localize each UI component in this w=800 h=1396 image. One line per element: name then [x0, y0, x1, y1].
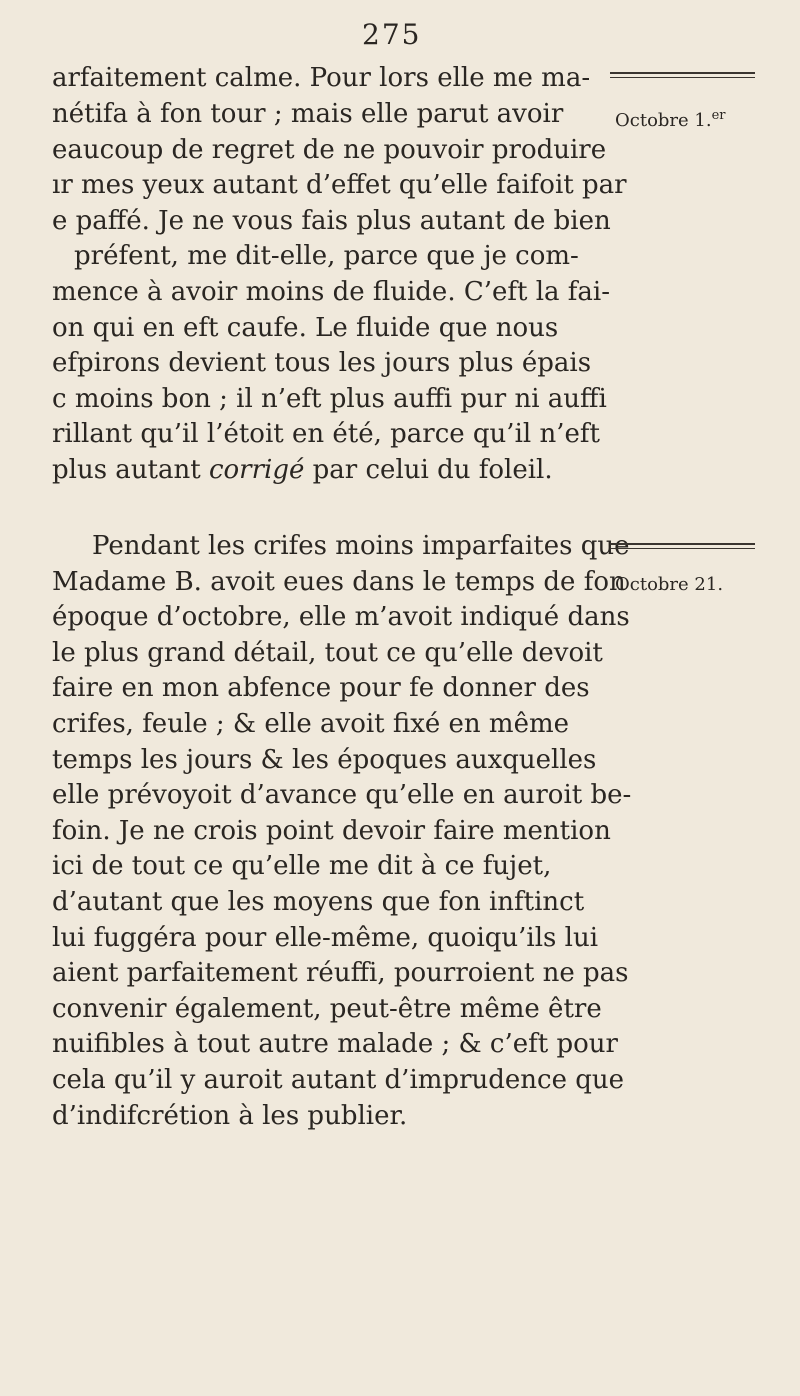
- margin-note-date: [615, 108, 726, 131]
- text-line: Pendant les crifes moins imparfaites que: [92, 531, 630, 561]
- text-line: arfaitement calme. Pour lors elle me ma-: [52, 63, 591, 93]
- margin-rule: [610, 543, 755, 549]
- page-number: 275: [362, 18, 422, 51]
- text-line: mence à avoir moins de fluide. C’eft la fai-: [52, 277, 611, 307]
- text-line: cela qu’il y auroit autant d’imprudence que: [52, 1065, 624, 1095]
- text-line: on qui en eft caufe. Le fluide que nous: [52, 313, 559, 343]
- text-line: nuifibles à tout autre malade ; & c’eft pour: [52, 1029, 618, 1059]
- text-line: c moins bon ; il n’eft plus auffi pur ni auffi: [52, 384, 607, 414]
- text-line: aient parfaitement réuffi, pourroient ne pas: [52, 958, 629, 988]
- text-line: d’indifcrétion à les publier.: [52, 1101, 408, 1131]
- text-line: crifes, feule ; & elle avoit fixé en même: [52, 709, 570, 739]
- text-line: eaucoup de regret de ne pouvoir produire: [52, 135, 607, 165]
- text-line: e paffé. Je ne vous fais plus autant de bien: [52, 206, 611, 236]
- italic-word: corrigé: [208, 455, 305, 485]
- text-span: plus autant: [52, 455, 209, 485]
- text-line: elle prévoyoit d’avance qu’elle en auroit be-: [52, 780, 632, 810]
- margin-note-date: Octobre 21.: [615, 574, 724, 595]
- text-line-last: [52, 454, 553, 486]
- text-span: par celui du foleil.: [304, 455, 553, 485]
- text-line: temps les jours & les époques auxquelles: [52, 745, 597, 775]
- text-line: efpirons devient tous les jours plus épais: [52, 348, 592, 378]
- text-line: convenir également, peut-être même être: [52, 994, 602, 1024]
- text-line: ici de tout ce qu’elle me dit à ce fujet,: [52, 851, 552, 881]
- text-line: époque d’octobre, elle m’avoit indiqué dans: [52, 602, 630, 632]
- text-line: nétifa à fon tour ; mais elle parut avoir: [52, 99, 564, 129]
- margin-rule: [610, 72, 755, 78]
- text-line: préfent, me dit-elle, parce que je com-: [74, 241, 579, 271]
- text-line: foin. Je ne crois point devoir faire mention: [52, 816, 611, 846]
- text-line: rillant qu’il l’étoit en été, parce qu’il n’eft: [52, 419, 600, 449]
- text-line: d’autant que les moyens que fon inftinct: [52, 887, 585, 917]
- text-line: faire en mon abfence pour fe donner des: [52, 673, 590, 703]
- text-line: lui fuggéra pour elle-même, quoiqu’ils lui: [52, 923, 599, 953]
- text-line: Madame B. avoit eues dans le temps de fon: [52, 567, 626, 597]
- text-line: le plus grand détail, tout ce qu’elle devoit: [52, 638, 603, 668]
- margin-note-text: Octobre 1.: [615, 110, 712, 131]
- margin-note-sup: er: [711, 108, 726, 123]
- text-line: ır mes yeux autant d’effet qu’elle faifoit par: [52, 170, 627, 200]
